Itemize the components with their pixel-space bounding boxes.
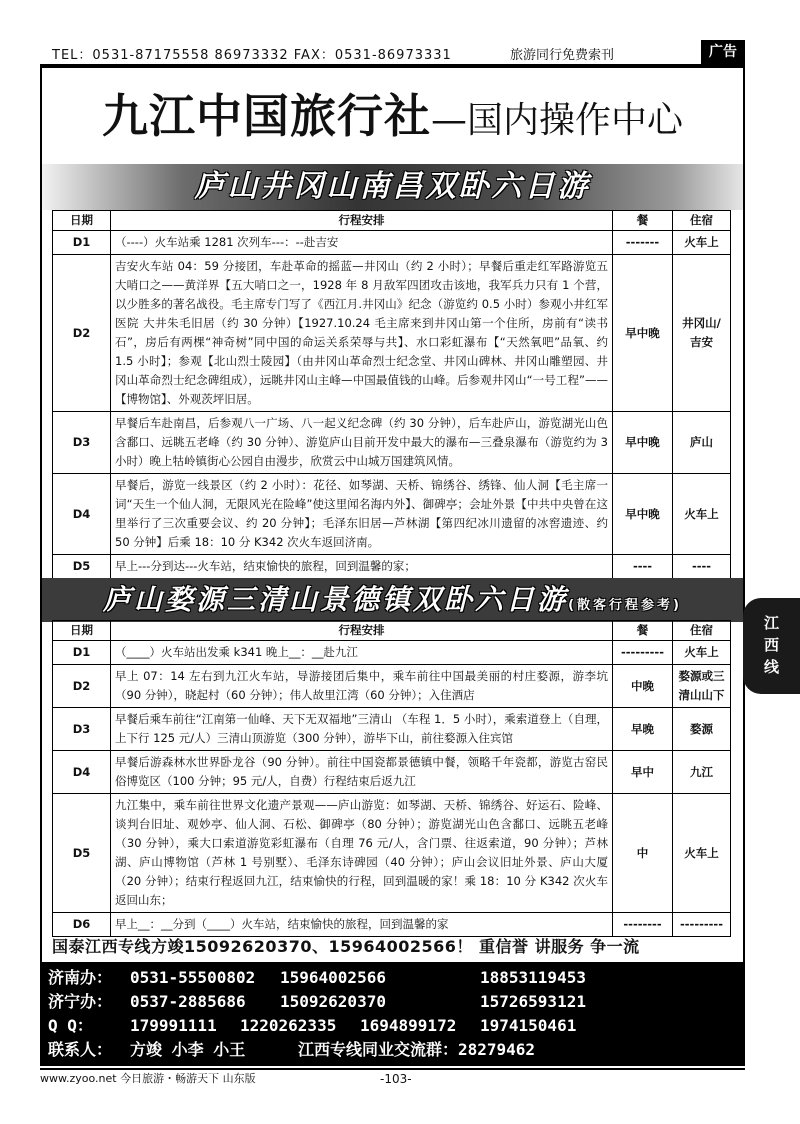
tour2-title	[42, 578, 743, 622]
col-stay: 住宿	[673, 211, 731, 231]
agency-division: —国内操作中心	[430, 100, 683, 141]
stay-cell: 井冈山/吉安	[673, 255, 731, 412]
contact-label: 联系人：	[48, 1040, 113, 1059]
stay-cell: 庐山	[673, 412, 731, 474]
plan-cell: 吉安火车站 04：59 分接团，车赴革命的摇蓝—井冈山（约 2 小时）；早餐后重走红军路游览五大哨口之——黄洋界【五大哨口之一，1928 年 8 月敌军四团攻击该地，我军兵力只有 1 个营，以少胜多的著名战役。毛主席专门写了《西江月.井冈山》纪念（游览约 0.5 小时）参观小井红军医院 大井朱毛旧居（约 30 分钟）【1927.10.24 毛主席来到井冈山第一个住所，房前有“读书石”，房后有两棵“神奇树”同中国的命运关系荣辱与共】、水口彩虹瀑布【“天然氧吧”品氧、约 1.5 小时】；参观【北山烈士陵园】（由井冈山革命烈士纪念堂、井冈山碑林、井冈山雕塑园、井冈山革命烈士纪念碑组成），远眺井冈山主峰—中国最值钱的山峰。后参观井冈山“一号工程”——【博物馆】、外观茨坪旧居。	[111, 255, 613, 412]
contact-phone: 0537-2885686	[130, 992, 246, 1011]
stay-cell: 婺源或三清山山下	[673, 665, 731, 708]
ad-badge: 广告	[701, 40, 745, 64]
table-header-row	[53, 211, 731, 231]
day-cell: D2	[53, 665, 111, 708]
col-meal: 餐	[613, 621, 673, 641]
meal-cell: 早晚	[613, 708, 673, 751]
stay-cell: ---------	[673, 913, 731, 937]
table-row	[53, 255, 731, 412]
meal-cell: 早中	[613, 751, 673, 794]
region-tab	[743, 598, 800, 694]
table-row	[53, 412, 731, 474]
plan-cell: 早餐后车赴南昌，后参观八一广场、八一起义纪念碑（约 30 分钟），后车赴庐山，游览湖光山色含鄱口、远眺五老峰（约 30 分钟）、游览庐山目前开发中最大的瀑布—三叠泉瀑布（游览约为 3 小时）晚上牯岭镇街心公园自由漫步，欣赏云中山城万国建筑风情。	[111, 412, 613, 474]
meal-cell: 中	[613, 794, 673, 913]
plan-cell: 早餐后，游览一线景区（约 2 小时）：花径、如琴湖、天桥、锦绣谷、绣锋、仙人洞【毛主席一词“天生一个仙人洞，无限风光在险峰”使这里闻名海内外】、御碑亭；会址外景【中共中央曾在这里举行了三次重要会议、约 20 分钟】；毛泽东旧居—芦林湖【第四纪冰川遗留的冰窖遗迹、约 50 分钟】后乘 18：10 分 K342 次火车返回济南。	[111, 474, 613, 555]
header-bar	[40, 40, 745, 66]
meal-cell: ---------	[613, 641, 673, 665]
plan-cell: 早餐后游森林水世界卧龙谷（90 分钟）。前往中国瓷都景德镇中餐，领略千年瓷都，游览古窑民俗博览区（100 分钟；95 元/人，自费）行程结束后返九江	[111, 751, 613, 794]
footer-site: www.zyoo.net 今日旅游・畅游天下 山东版	[40, 1072, 256, 1085]
table-row	[53, 913, 731, 937]
table-row	[53, 794, 731, 913]
agency-name: 九江中国旅行社	[101, 89, 431, 143]
stay-cell: 火车上	[673, 794, 731, 913]
contact-box	[40, 962, 745, 1066]
col-stay: 住宿	[673, 621, 731, 641]
meal-cell: ----	[613, 555, 673, 579]
region-tab-char: 线	[763, 658, 779, 676]
header-contact: TEL：0531-87175558 86973332 FAX：0531-86973331	[52, 48, 452, 63]
contact-qq: 179991111	[130, 1016, 217, 1035]
table-header-row	[53, 621, 731, 641]
day-cell: D3	[53, 412, 111, 474]
plan-cell: 早餐后乘车前往“江南第一仙峰、天下无双福地”三清山 （车程 1．5 小时），乘索道登上（自理，上下行 125 元/人）三清山顶游览（300 分钟），游毕下山，前往婺源入住宾馆	[111, 708, 613, 751]
col-meal: 餐	[613, 211, 673, 231]
stay-cell: 火车上	[673, 474, 731, 555]
meal-cell: --------	[613, 913, 673, 937]
table-row	[53, 474, 731, 555]
contact-label: 济南办：	[48, 968, 113, 987]
table-row	[53, 555, 731, 579]
contact-phone: 15964002566	[280, 968, 386, 987]
day-cell: D1	[53, 231, 111, 255]
tour2-table	[52, 620, 731, 937]
table-row	[53, 708, 731, 751]
plan-cell: （----）火车站乘 1281 次列车---：--赴吉安	[111, 231, 613, 255]
table-row	[53, 641, 731, 665]
col-plan: 行程安排	[111, 211, 613, 231]
day-cell: D4	[53, 751, 111, 794]
col-date: 日期	[53, 621, 111, 641]
table-row	[53, 231, 731, 255]
plan-cell: （____）火车站出发乘 k341 晚上__：__赴九江	[111, 641, 613, 665]
meal-cell: 早中晚	[613, 412, 673, 474]
contact-phone: 0531-55500802	[130, 968, 256, 987]
tour2-title-note: (散客行程参考)	[568, 598, 682, 613]
day-cell: D5	[53, 794, 111, 913]
meal-cell: -------	[613, 231, 673, 255]
contact-label: 济宁办：	[48, 992, 113, 1011]
col-plan: 行程安排	[111, 621, 613, 641]
tour1-title: 庐山井冈山南昌双卧六日游	[42, 164, 743, 210]
contact-qq: 1694899172	[360, 1016, 457, 1035]
contact-phone: 18853119453	[480, 968, 586, 987]
meal-cell: 早中晚	[613, 474, 673, 555]
stay-cell: 火车上	[673, 231, 731, 255]
region-tab-char: 西	[763, 636, 779, 654]
stay-cell: 火车上	[673, 641, 731, 665]
day-cell: D6	[53, 913, 111, 937]
table-row	[53, 665, 731, 708]
region-tab-char: 江	[763, 614, 779, 632]
contact-phone: 15092620370	[280, 992, 386, 1011]
plan-cell: 早上 07：14 左右到九江火车站，导游接团后集中，乘车前往中国最美丽的村庄婺源，游李坑（90 分钟），晓起村（60 分钟）；伟人故里江湾（60 分钟）；入住酒店	[111, 665, 613, 708]
contact-phone: 15726593121	[480, 992, 586, 1011]
table-row	[53, 751, 731, 794]
header-free-index: 旅游同行免费索刊	[510, 48, 615, 63]
plan-cell: 九江集中，乘车前往世界文化遗产景观——庐山游览：如琴湖、天桥、锦绣谷、好运石、险峰、谈判台旧址、观妙亭、仙人洞、石松、御碑亭（80 分钟）；游览湖光山色含鄱口、远眺五老峰（30 分钟），乘大口索道游览彩虹瀑布（自理 76 元/人，含门票、往返索道，90 分钟）；芦林湖、庐山博物馆（芦林 1 号别墅）、毛泽东诗碑园（40 分钟）；庐山会议旧址外景、庐山大厦（20 分钟）；结束行程返回九江，结束愉快的行程，回到温暖的家！乘 18：10 分 K342 次火车返回山东；	[111, 794, 613, 913]
page-number: -103-	[380, 1072, 412, 1086]
day-cell: D1	[53, 641, 111, 665]
col-date: 日期	[53, 211, 111, 231]
plan-cell: 早上---分到达---火车站，结束愉快的旅程，回到温馨的家；	[111, 555, 613, 579]
contact-group: 江西专线同业交流群：28279462	[298, 1040, 536, 1059]
plan-cell: 早上__：__分到（____）火车站，结束愉快的旅程，回到温馨的家	[111, 913, 613, 937]
stay-cell: 九江	[673, 751, 731, 794]
day-cell: D3	[53, 708, 111, 751]
footer	[40, 1068, 745, 1088]
tour2-title-text: 庐山婺源三清山景德镇双卧六日游	[103, 583, 569, 616]
tour1-table	[52, 210, 731, 579]
slogan: 国泰江西专线方竣15092620370、15964002566！ 重信誉 讲服务 争一流	[52, 937, 640, 956]
meal-cell: 中晚	[613, 665, 673, 708]
meal-cell: 早中晚	[613, 255, 673, 412]
day-cell: D5	[53, 555, 111, 579]
contact-qq: 1974150461	[480, 1016, 577, 1035]
day-cell: D4	[53, 474, 111, 555]
contact-label: Q Q：	[48, 1016, 93, 1035]
agency-title	[40, 80, 745, 146]
stay-cell: 婺源	[673, 708, 731, 751]
contact-names: 方竣 小李 小王	[130, 1040, 246, 1059]
stay-cell: ----	[673, 555, 731, 579]
day-cell: D2	[53, 255, 111, 412]
contact-qq: 1220262335	[240, 1016, 337, 1035]
